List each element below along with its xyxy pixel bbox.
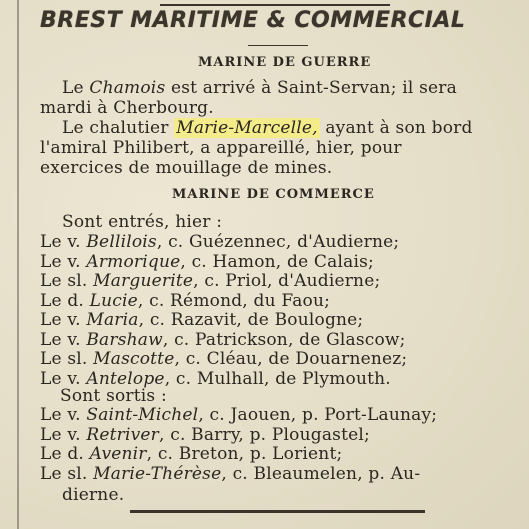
text-run: Le chalutier bbox=[62, 118, 175, 138]
sortis-label: Sont sortis : bbox=[60, 386, 167, 406]
entry-details: , c. Hamon, de Calais; bbox=[180, 251, 374, 272]
entry-prefix: Le v. bbox=[40, 424, 87, 445]
entry-details: , c. Breton, p. Lorient; bbox=[146, 444, 343, 464]
entry-details: , c. Cléau, de Douarnenez; bbox=[174, 349, 408, 369]
ship-entry bbox=[40, 444, 342, 464]
entry-prefix: Le v. bbox=[40, 405, 87, 425]
top-rule bbox=[160, 4, 390, 6]
ship-name: Barshaw bbox=[86, 329, 163, 350]
entry-prefix: Le sl. bbox=[40, 463, 94, 484]
ship-name: Retriver bbox=[86, 424, 160, 445]
entry-prefix: Le d. bbox=[40, 444, 90, 464]
entry-prefix: Le v. bbox=[40, 232, 87, 252]
bottom-rule bbox=[130, 510, 425, 513]
section-rule-guerre bbox=[248, 45, 308, 46]
ship-name: Lucie bbox=[89, 290, 138, 311]
ship-name: Saint-Michel bbox=[86, 405, 199, 425]
article-line bbox=[62, 118, 473, 138]
entry-prefix: Le v. bbox=[40, 310, 87, 330]
text-run: est arrivé à Saint-Servan; il sera bbox=[165, 78, 457, 98]
entry-prefix: Le sl. bbox=[40, 349, 94, 369]
ship-name: Bellilois bbox=[86, 232, 157, 252]
ship-name: Avenir bbox=[89, 444, 147, 464]
headline: BREST MARITIME & COMMERCIAL bbox=[40, 8, 466, 33]
article-line: dierne. bbox=[62, 485, 125, 505]
entry-details: , c. Rémond, du Faou; bbox=[137, 290, 331, 311]
ship-entry bbox=[40, 271, 380, 291]
ship-entry bbox=[40, 330, 406, 350]
entry-details: , c. Razavit, de Boulogne; bbox=[138, 310, 364, 330]
entry-details: , c. Guézennec, d'Audierne; bbox=[156, 232, 400, 252]
column-rule bbox=[17, 0, 19, 529]
entry-details: , c. Mulhall, de Plymouth. bbox=[164, 368, 391, 389]
ship-name: Armorique bbox=[86, 251, 181, 272]
article-line bbox=[62, 78, 457, 98]
article-line: mardi à Cherbourg. bbox=[40, 98, 214, 118]
ship-name: Antelope bbox=[86, 368, 165, 389]
ship-entry bbox=[40, 252, 374, 272]
ship-name: Maria bbox=[86, 310, 139, 330]
article-line: exercices de mouillage de mines. bbox=[40, 158, 333, 178]
section-heading-commerce: MARINE DE COMMERCE bbox=[172, 187, 375, 202]
ship-name: Mascotte bbox=[93, 349, 175, 369]
ship-entry bbox=[40, 310, 363, 330]
entry-details: , c. Bleaumelen, p. Au- bbox=[221, 463, 421, 484]
entry-prefix: Le v. bbox=[40, 251, 87, 272]
ship-name-chamois: Chamois bbox=[89, 78, 166, 98]
entry-prefix: Le v. bbox=[40, 329, 87, 350]
entry-details: , c. Priol, d'Audierne; bbox=[193, 271, 381, 291]
ship-entry bbox=[40, 425, 370, 445]
highlighted-ship-name: Marie-Marcelle, bbox=[176, 118, 318, 138]
ship-entry bbox=[40, 405, 437, 425]
entry-details: , c. Barry, p. Plougastel; bbox=[159, 424, 370, 445]
entry-prefix: Le v. bbox=[40, 368, 87, 389]
ship-entry bbox=[40, 349, 407, 369]
ship-entry bbox=[40, 232, 399, 252]
entres-label: Sont entrés, hier : bbox=[62, 212, 223, 232]
text-run: Le bbox=[62, 78, 90, 98]
section-heading-guerre: MARINE DE GUERRE bbox=[198, 55, 372, 70]
entry-prefix: Le d. bbox=[40, 290, 90, 311]
ship-name: Marie-Thérèse bbox=[93, 463, 222, 484]
ship-name: Marguerite bbox=[93, 271, 194, 291]
entry-details: , c. Patrickson, de Glascow; bbox=[162, 329, 406, 350]
article-line: l'amiral Philibert, a appareillé, hier, pour bbox=[40, 138, 402, 158]
entry-details: , c. Jaouen, p. Port-Launay; bbox=[198, 405, 438, 425]
ship-entry bbox=[40, 291, 330, 311]
ship-entry bbox=[40, 464, 420, 484]
text-run: ayant à son bord bbox=[319, 118, 473, 138]
entry-prefix: Le sl. bbox=[40, 271, 94, 291]
